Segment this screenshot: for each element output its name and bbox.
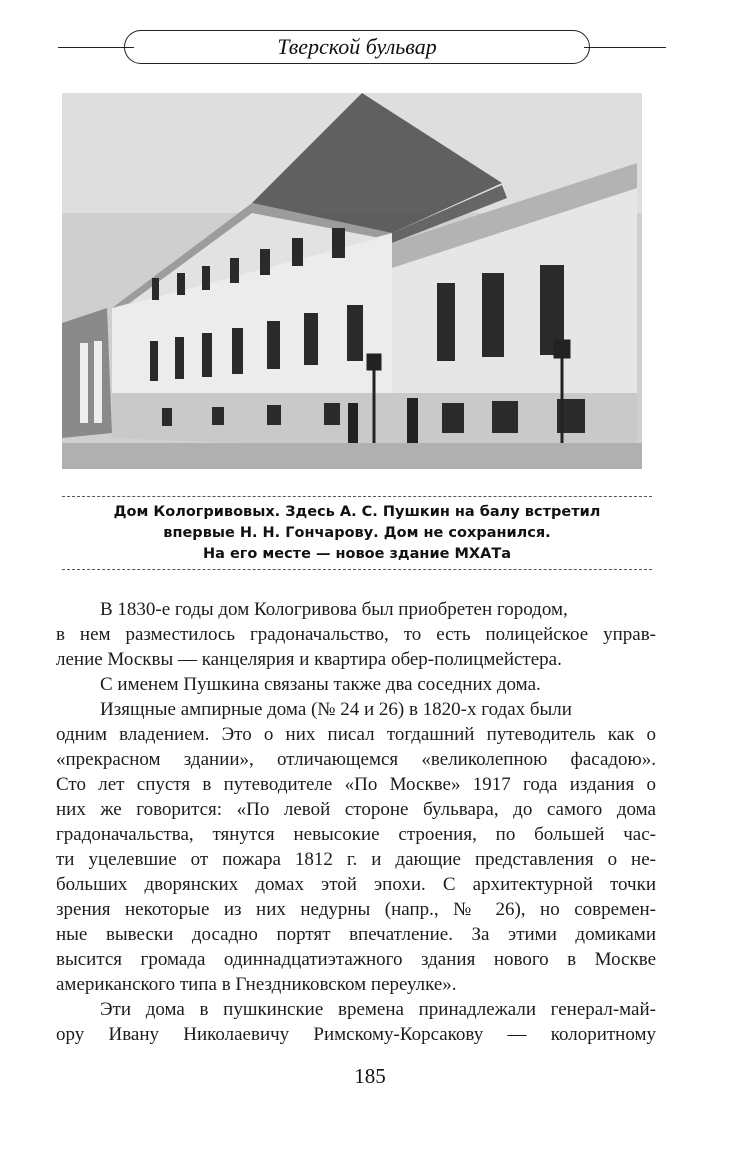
caption-rule-top bbox=[62, 496, 652, 497]
body-line: американского типа в Гнездниковском переулке». bbox=[56, 974, 457, 995]
running-header bbox=[0, 26, 740, 70]
body-line: Эти дома в пушкинские времена принадлежали генерал-май- bbox=[100, 999, 656, 1020]
body-line: ти уцелевшие от пожара 1812 г. и дающие представления о не- bbox=[56, 849, 656, 870]
body-line: Сто лет спустя в путеводителе «По Москве» 1917 года издания о bbox=[56, 774, 656, 795]
body-line: Изящные ампирные дома (№ 24 и 26) в 1820-х годах были bbox=[100, 699, 572, 720]
body-line: ору Ивану Николаевичу Римскому-Корсакову — колоритному bbox=[56, 1024, 656, 1045]
caption-rule-bottom bbox=[62, 569, 652, 570]
body-line: них же говорится: «По левой стороне бульвара, до самого дома bbox=[56, 799, 656, 820]
body-line: ные вывески досадно портят впечатление. За этими домиками bbox=[56, 924, 656, 945]
body-line: одним владением. Это о них писал тогдашний путеводитель как о bbox=[56, 724, 656, 745]
body-line: градоначальства, тянутся невысокие строения, по большей час- bbox=[56, 824, 656, 845]
caption-line: Дом Кологривовых. Здесь А. С. Пушкин на балу встретил bbox=[113, 504, 601, 520]
caption-line: впервые Н. Н. Гончарову. Дом не сохранился. bbox=[163, 525, 551, 541]
figure-caption bbox=[62, 502, 652, 565]
caption-line: На его месте — новое здание МХАТа bbox=[203, 546, 511, 562]
page-number: 185 bbox=[354, 1064, 386, 1088]
body-line: высится громада одиннадцатиэтажного здания нового в Москве bbox=[56, 949, 656, 970]
header-rule-left bbox=[58, 47, 134, 48]
building-photo bbox=[62, 93, 642, 469]
body-line: ление Москвы — канцелярия и квартира обер-полицмейстера. bbox=[56, 649, 562, 670]
body-line: «прекрасном здании», отличающемся «великолепною фасадою». bbox=[56, 749, 656, 770]
running-header-title: Тверской бульвар bbox=[277, 34, 437, 59]
body-text bbox=[56, 597, 656, 1047]
body-line: больших дворянских домах этой эпохи. С архитектурной точки bbox=[56, 874, 656, 895]
header-rule-right bbox=[584, 47, 666, 48]
body-line: В 1830-е годы дом Кологривова был приобретен городом, bbox=[100, 599, 568, 620]
body-line: зрения некоторые из них недурны (напр., № 26), но современ- bbox=[56, 899, 656, 920]
body-line: в нем разместилось градоначальство, то есть полицейское управ- bbox=[56, 624, 656, 645]
body-line: С именем Пушкина связаны также два соседних дома. bbox=[100, 674, 541, 695]
